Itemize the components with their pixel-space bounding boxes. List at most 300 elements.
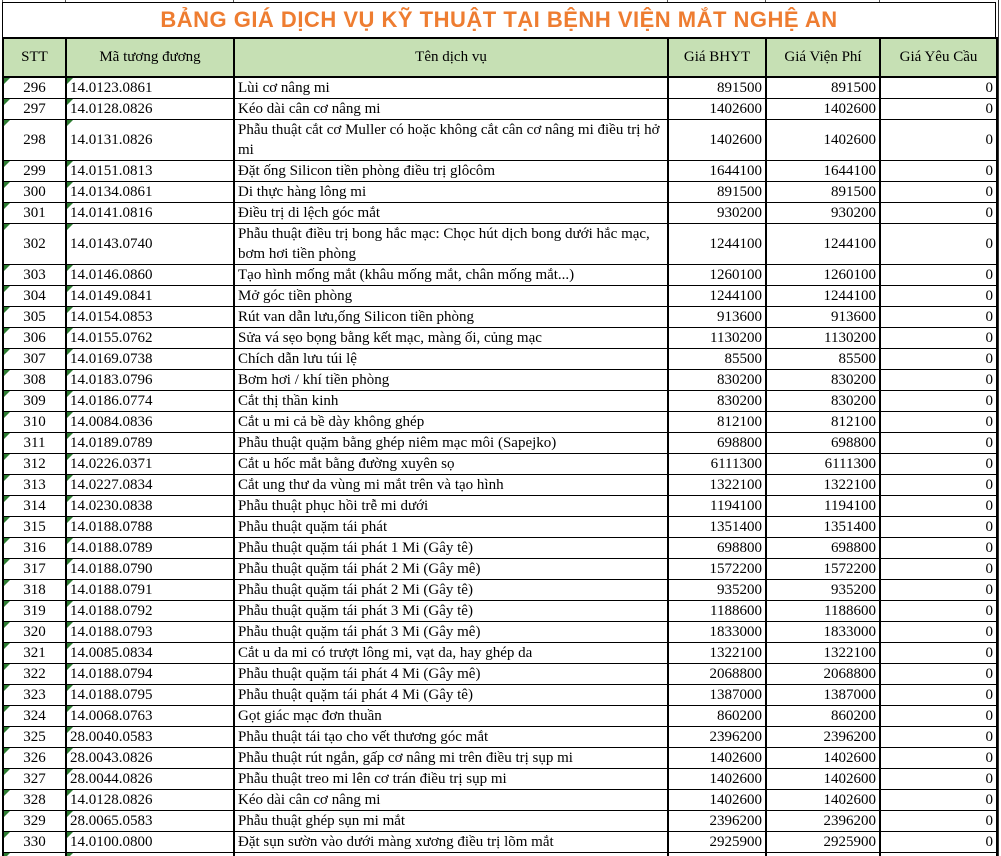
cell-price-vien-phi[interactable]: 1322100: [766, 643, 880, 664]
error-indicator-icon: [67, 832, 73, 838]
cell-code[interactable]: 14.0143.0740: [66, 224, 234, 265]
error-indicator-icon: [67, 161, 73, 167]
cell-price-vien-phi[interactable]: 1572200: [766, 559, 880, 580]
cell-price-bhyt[interactable]: 2925900: [668, 832, 766, 853]
cell-price-bhyt[interactable]: 1244100: [668, 224, 766, 265]
cell-price-bhyt[interactable]: 930200: [668, 203, 766, 224]
cell-price-bhyt[interactable]: 1402600: [668, 790, 766, 811]
cell-price-vien-phi[interactable]: 860200: [766, 706, 880, 727]
cell-code[interactable]: 14.0188.0791: [66, 580, 234, 601]
cell-code[interactable]: 14.0188.0794: [66, 664, 234, 685]
table-row: [3, 120, 997, 161]
error-indicator-icon: [4, 412, 10, 418]
cell-price-yeu-cau[interactable]: 0: [880, 517, 997, 538]
table-row: [3, 601, 997, 622]
cell-price-bhyt[interactable]: 1572200: [668, 559, 766, 580]
cell-price-yeu-cau[interactable]: 0: [880, 328, 997, 349]
cell-service-name[interactable]: Phẫu thuật quặm tái phát 4 Mi (Gây mê): [234, 664, 668, 685]
page-title[interactable]: BẢNG GIÁ DỊCH VỤ KỸ THUẬT TẠI BỆNH VIỆN MẮT NGHỆ AN: [2, 2, 996, 37]
column-header-stt[interactable]: STT: [3, 38, 66, 77]
cell-code[interactable]: 14.0131.0826: [66, 120, 234, 161]
cell-service-name[interactable]: Cắt thị thần kinh: [234, 391, 668, 412]
error-indicator-icon: [67, 769, 73, 775]
cell-stt[interactable]: 319: [3, 601, 66, 622]
cell-stt[interactable]: 305: [3, 307, 66, 328]
error-indicator-icon: [67, 78, 73, 84]
cell-price-bhyt[interactable]: 1194100: [668, 496, 766, 517]
error-indicator-icon: [67, 349, 73, 355]
cell-code[interactable]: 28.0040.0583: [66, 727, 234, 748]
cell-price-bhyt[interactable]: 1322100: [668, 475, 766, 496]
cell-price-yeu-cau[interactable]: 0: [880, 433, 997, 454]
cell-code[interactable]: 14.0188.0795: [66, 685, 234, 706]
cell-price-bhyt[interactable]: 913600: [668, 307, 766, 328]
cell-price-vien-phi[interactable]: 1387000: [766, 685, 880, 706]
cell-service-name[interactable]: Phẫu thuật quặm tái phát: [234, 517, 668, 538]
table-row: [3, 517, 997, 538]
cell-price-yeu-cau[interactable]: 0: [880, 601, 997, 622]
cell-stt[interactable]: 310: [3, 412, 66, 433]
cell-service-name[interactable]: Mở góc tiền phòng: [234, 286, 668, 307]
cell-price-bhyt[interactable]: 85500: [668, 349, 766, 370]
cell-stt[interactable]: 312: [3, 454, 66, 475]
cell-price-bhyt[interactable]: 698800: [668, 433, 766, 454]
cell-stt[interactable]: 311: [3, 433, 66, 454]
cell-code[interactable]: 14.0188.0788: [66, 517, 234, 538]
cell-price-yeu-cau[interactable]: 0: [880, 706, 997, 727]
cell-price-bhyt[interactable]: 1188600: [668, 601, 766, 622]
cell-code[interactable]: 14.0068.0763: [66, 706, 234, 727]
cell-code[interactable]: 14.0151.0813: [66, 161, 234, 182]
cell-service-name[interactable]: Phẫu thuật quặm tái phát 4 Mi (Gây tê): [234, 685, 668, 706]
cell-service-name[interactable]: Phẫu thuật điều trị bong hắc mạc: Chọc hút dịch bong dưới hắc mạc, bơm hơi tiền phòng: [234, 224, 668, 265]
cell-code[interactable]: 14.0227.0834: [66, 475, 234, 496]
error-indicator-icon: [4, 727, 10, 733]
cell-price-vien-phi[interactable]: 812100: [766, 412, 880, 433]
cell-code[interactable]: 28.0043.0826: [66, 748, 234, 769]
cell-service-name[interactable]: Cắt u da mi có trượt lông mi, vạt da, hay ghép da: [234, 643, 668, 664]
cell-stt[interactable]: 306: [3, 328, 66, 349]
cell-stt[interactable]: 304: [3, 286, 66, 307]
cell-service-name[interactable]: Cắt ung thư da vùng mi mắt trên và tạo hình: [234, 475, 668, 496]
table-row: [3, 622, 997, 643]
cell-price-bhyt[interactable]: 891500: [668, 77, 766, 99]
cell-service-name[interactable]: Phẫu thuật phục hồi trễ mi dưới: [234, 496, 668, 517]
column-header-code[interactable]: Mã tương đương: [66, 38, 234, 77]
cell-stt[interactable]: 315: [3, 517, 66, 538]
cell-service-name[interactable]: Đặt ống Silicon tiền phòng điều trị glôcôm: [234, 161, 668, 182]
cell-price-vien-phi[interactable]: 891500: [766, 77, 880, 99]
cell-stt[interactable]: 302: [3, 224, 66, 265]
cell-price-vien-phi[interactable]: 1833000: [766, 622, 880, 643]
table-row: [3, 77, 997, 99]
error-indicator-icon: [67, 224, 73, 230]
cell-stt[interactable]: 303: [3, 265, 66, 286]
cell-price-yeu-cau[interactable]: 0: [880, 664, 997, 685]
cell-price-vien-phi[interactable]: 1194100: [766, 496, 880, 517]
cell-stt[interactable]: 318: [3, 580, 66, 601]
cell-code[interactable]: 28.0065.0583: [66, 811, 234, 832]
cell-price-vien-phi[interactable]: 6111300: [766, 454, 880, 475]
error-indicator-icon: [67, 433, 73, 439]
cell-stt[interactable]: 317: [3, 559, 66, 580]
cell-price-vien-phi[interactable]: 1402600: [766, 748, 880, 769]
cell-price-yeu-cau[interactable]: 0: [880, 182, 997, 203]
cell-code[interactable]: 14.0169.0738: [66, 349, 234, 370]
cell-price-vien-phi[interactable]: 1244100: [766, 286, 880, 307]
cell-price-yeu-cau[interactable]: 0: [880, 832, 997, 853]
error-indicator-icon: [67, 706, 73, 712]
cell-stt[interactable]: 308: [3, 370, 66, 391]
cell-price-bhyt[interactable]: 1387000: [668, 685, 766, 706]
cell-code[interactable]: 14.0149.0841: [66, 286, 234, 307]
error-indicator-icon: [4, 224, 10, 230]
cell-price-vien-phi[interactable]: 698800: [766, 433, 880, 454]
cell-price-vien-phi[interactable]: 698800: [766, 538, 880, 559]
cell-stt[interactable]: 320: [3, 622, 66, 643]
cell-service-name[interactable]: Bơm hơi / khí tiền phòng: [234, 370, 668, 391]
error-indicator-icon: [4, 664, 10, 670]
cell-price-bhyt[interactable]: 830200: [668, 370, 766, 391]
cell-stt[interactable]: 322: [3, 664, 66, 685]
cell-price-bhyt[interactable]: 1130200: [668, 328, 766, 349]
column-header-bhyt[interactable]: Giá BHYT: [668, 38, 766, 77]
cell-code[interactable]: 14.0146.0860: [66, 265, 234, 286]
cell-service-name[interactable]: Đặt sụn sườn vào dưới màng xương điều trị lõm mắt: [234, 832, 668, 853]
error-indicator-icon: [67, 328, 73, 334]
table-row: [3, 706, 997, 727]
cell-stt[interactable]: 326: [3, 748, 66, 769]
cell-service-name[interactable]: Gọt giác mạc đơn thuần: [234, 706, 668, 727]
error-indicator-icon: [67, 412, 73, 418]
cell-price-bhyt[interactable]: 1833000: [668, 622, 766, 643]
table-row: [3, 265, 997, 286]
table-row: [3, 748, 997, 769]
cell-code[interactable]: 14.0188.0790: [66, 559, 234, 580]
cell-price-vien-phi[interactable]: 2396200: [766, 727, 880, 748]
cell-stt[interactable]: 313: [3, 475, 66, 496]
price-table-sheet: [2, 2, 996, 856]
cell-service-name: [234, 853, 668, 856]
error-indicator-icon: [4, 78, 10, 84]
table-row: [3, 224, 997, 265]
cell-stt[interactable]: 325: [3, 727, 66, 748]
cell-code[interactable]: 14.0186.0774: [66, 391, 234, 412]
cell-service-name[interactable]: Cắt u mi cả bề dày không ghép: [234, 412, 668, 433]
cell-code[interactable]: 14.0128.0826: [66, 790, 234, 811]
cell-code[interactable]: 14.0189.0789: [66, 433, 234, 454]
cell-price-bhyt[interactable]: 830200: [668, 391, 766, 412]
table-row-partial: [3, 853, 997, 856]
cell-price-yeu-cau[interactable]: 0: [880, 769, 997, 790]
error-indicator-icon: [67, 454, 73, 460]
cell-price-yeu-cau[interactable]: 0: [880, 391, 997, 412]
cell-price-vien-phi[interactable]: 830200: [766, 391, 880, 412]
cell-code[interactable]: 14.0134.0861: [66, 182, 234, 203]
cell-price-vien-phi[interactable]: 1351400: [766, 517, 880, 538]
cell-price-bhyt[interactable]: 6111300: [668, 454, 766, 475]
cell-price-vien-phi: [766, 853, 880, 856]
cell-price-bhyt[interactable]: 812100: [668, 412, 766, 433]
cell-stt[interactable]: 314: [3, 496, 66, 517]
cell-service-name[interactable]: Điều trị di lệch góc mắt: [234, 203, 668, 224]
table-row: [3, 790, 997, 811]
error-indicator-icon: [4, 496, 10, 502]
cell-price-vien-phi[interactable]: 1130200: [766, 328, 880, 349]
cell-price-vien-phi[interactable]: 913600: [766, 307, 880, 328]
cell-price-bhyt[interactable]: 1322100: [668, 643, 766, 664]
cell-price-yeu-cau[interactable]: 0: [880, 349, 997, 370]
cell-price-yeu-cau[interactable]: 0: [880, 412, 997, 433]
cell-stt[interactable]: 300: [3, 182, 66, 203]
cell-price-yeu-cau[interactable]: 0: [880, 224, 997, 265]
error-indicator-icon: [67, 685, 73, 691]
table-row: [3, 685, 997, 706]
cell-price-yeu-cau[interactable]: 0: [880, 120, 997, 161]
cell-service-name[interactable]: Chích dẫn lưu túi lệ: [234, 349, 668, 370]
cell-stt[interactable]: 307: [3, 349, 66, 370]
cell-service-name[interactable]: Phẫu thuật cắt cơ Muller có hoặc không cắt cân cơ nâng mi điều trị hở mi: [234, 120, 668, 161]
cell-service-name[interactable]: Di thực hàng lông mi: [234, 182, 668, 203]
error-indicator-icon: [4, 99, 10, 105]
cell-code[interactable]: 14.0188.0789: [66, 538, 234, 559]
error-indicator-icon: [4, 643, 10, 649]
error-indicator-icon: [67, 496, 73, 502]
table-row: [3, 203, 997, 224]
table-row: [3, 727, 997, 748]
column-header-vien-phi[interactable]: Giá Viện Phí: [766, 38, 880, 77]
table-row: [3, 370, 997, 391]
cell-code[interactable]: 14.0226.0371: [66, 454, 234, 475]
table-row: [3, 559, 997, 580]
cell-service-name[interactable]: Phẫu thuật quặm bằng ghép niêm mạc môi (Sapejko): [234, 433, 668, 454]
cell-code[interactable]: 14.0084.0836: [66, 412, 234, 433]
cell-stt[interactable]: 328: [3, 790, 66, 811]
cell-price-yeu-cau[interactable]: 0: [880, 622, 997, 643]
cell-price-vien-phi[interactable]: 1244100: [766, 224, 880, 265]
table-row: [3, 580, 997, 601]
error-indicator-icon: [67, 622, 73, 628]
cell-stt[interactable]: 297: [3, 99, 66, 120]
error-indicator-icon: [4, 580, 10, 586]
cell-price-yeu-cau[interactable]: 0: [880, 727, 997, 748]
cell-price-yeu-cau[interactable]: 0: [880, 580, 997, 601]
error-indicator-icon: [67, 727, 73, 733]
cell-price-yeu-cau: [880, 853, 997, 856]
cell-stt[interactable]: 329: [3, 811, 66, 832]
error-indicator-icon: [67, 559, 73, 565]
cell-price-yeu-cau[interactable]: 0: [880, 99, 997, 120]
cell-price-vien-phi[interactable]: 891500: [766, 182, 880, 203]
cell-code[interactable]: 14.0154.0853: [66, 307, 234, 328]
column-header-yeu-cau[interactable]: Giá Yêu Cầu: [880, 38, 997, 77]
cell-price-bhyt[interactable]: 2068800: [668, 664, 766, 685]
error-indicator-icon: [4, 706, 10, 712]
table-row: [3, 832, 997, 853]
cell-code[interactable]: 14.0155.0762: [66, 328, 234, 349]
cell-price-yeu-cau[interactable]: 0: [880, 643, 997, 664]
cell-price-bhyt[interactable]: 935200: [668, 580, 766, 601]
cell-stt[interactable]: 299: [3, 161, 66, 182]
error-indicator-icon: [67, 790, 73, 796]
cell-service-name[interactable]: Kéo dài cân cơ nâng mi: [234, 99, 668, 120]
cell-service-name[interactable]: Phẫu thuật rút ngắn, gấp cơ nâng mi trên điều trị sụp mi: [234, 748, 668, 769]
cell-price-vien-phi[interactable]: 85500: [766, 349, 880, 370]
error-indicator-icon: [67, 601, 73, 607]
error-indicator-icon: [67, 643, 73, 649]
cell-code[interactable]: 28.0044.0826: [66, 769, 234, 790]
cell-service-name[interactable]: Rút van dẫn lưu,ống Silicon tiền phòng: [234, 307, 668, 328]
table-row: [3, 307, 997, 328]
cell-code[interactable]: 14.0128.0826: [66, 99, 234, 120]
cell-service-name[interactable]: Phẫu thuật quặm tái phát 1 Mi (Gây tê): [234, 538, 668, 559]
error-indicator-icon: [67, 538, 73, 544]
table-row: [3, 161, 997, 182]
cell-stt[interactable]: 323: [3, 685, 66, 706]
cell-code[interactable]: 14.0100.0800: [66, 832, 234, 853]
cell-price-yeu-cau[interactable]: 0: [880, 475, 997, 496]
table-row: [3, 433, 997, 454]
error-indicator-icon: [4, 559, 10, 565]
cell-service-name[interactable]: Phẫu thuật quặm tái phát 3 Mi (Gây mê): [234, 622, 668, 643]
cell-code: [66, 853, 234, 856]
cell-code[interactable]: 14.0141.0816: [66, 203, 234, 224]
cell-price-bhyt[interactable]: 698800: [668, 538, 766, 559]
cell-price-bhyt[interactable]: 2396200: [668, 727, 766, 748]
cell-stt[interactable]: 298: [3, 120, 66, 161]
cell-service-name[interactable]: Phẫu thuật quặm tái phát 3 Mi (Gây tê): [234, 601, 668, 622]
error-indicator-icon: [67, 370, 73, 376]
error-indicator-icon: [4, 832, 10, 838]
cell-service-name[interactable]: Phẫu thuật quặm tái phát 2 Mi (Gây tê): [234, 580, 668, 601]
error-indicator-icon: [4, 475, 10, 481]
cell-price-yeu-cau[interactable]: 0: [880, 307, 997, 328]
cell-price-bhyt[interactable]: 1351400: [668, 517, 766, 538]
cell-price-bhyt[interactable]: 2396200: [668, 811, 766, 832]
cell-price-bhyt[interactable]: 1244100: [668, 286, 766, 307]
error-indicator-icon: [67, 307, 73, 313]
cell-service-name[interactable]: Phẫu thuật quặm tái phát 2 Mi (Gây mê): [234, 559, 668, 580]
error-indicator-icon: [4, 538, 10, 544]
table-row: [3, 496, 997, 517]
error-indicator-icon: [4, 391, 10, 397]
cell-price-vien-phi[interactable]: 1402600: [766, 120, 880, 161]
column-header-service[interactable]: Tên dịch vụ: [234, 38, 668, 77]
cell-price-yeu-cau[interactable]: 0: [880, 286, 997, 307]
header-row: [3, 38, 997, 77]
cell-price-bhyt[interactable]: 1644100: [668, 161, 766, 182]
error-indicator-icon: [67, 748, 73, 754]
cell-code[interactable]: 14.0183.0796: [66, 370, 234, 391]
error-indicator-icon: [67, 203, 73, 209]
cell-price-bhyt[interactable]: 860200: [668, 706, 766, 727]
cell-service-name[interactable]: Phẫu thuật ghép sụn mi mắt: [234, 811, 668, 832]
cell-stt[interactable]: 327: [3, 769, 66, 790]
cell-price-vien-phi[interactable]: 1402600: [766, 99, 880, 120]
cell-service-name[interactable]: Tạo hình mống mắt (khâu mống mắt, chân mống mắt...): [234, 265, 668, 286]
table-row: [3, 349, 997, 370]
cell-price-vien-phi[interactable]: 1402600: [766, 769, 880, 790]
table-row: [3, 664, 997, 685]
cell-code[interactable]: 14.0188.0793: [66, 622, 234, 643]
table-row: [3, 811, 997, 832]
cell-code[interactable]: 14.0230.0838: [66, 496, 234, 517]
cell-service-name[interactable]: Cắt u hốc mắt bằng đường xuyên sọ: [234, 454, 668, 475]
cell-price-yeu-cau[interactable]: 0: [880, 454, 997, 475]
table-row: [3, 769, 997, 790]
cell-code[interactable]: 14.0085.0834: [66, 643, 234, 664]
cell-service-name[interactable]: Sửa vá sẹo bọng bằng kết mạc, màng ối, củng mạc: [234, 328, 668, 349]
cell-price-yeu-cau[interactable]: 0: [880, 265, 997, 286]
cell-price-yeu-cau[interactable]: 0: [880, 559, 997, 580]
cell-code[interactable]: 14.0188.0792: [66, 601, 234, 622]
error-indicator-icon: [4, 328, 10, 334]
cell-price-yeu-cau[interactable]: 0: [880, 538, 997, 559]
cell-stt[interactable]: 324: [3, 706, 66, 727]
cell-price-bhyt[interactable]: 891500: [668, 182, 766, 203]
cell-price-yeu-cau[interactable]: 0: [880, 685, 997, 706]
cell-price-vien-phi[interactable]: 935200: [766, 580, 880, 601]
table-row: [3, 538, 997, 559]
table-row: [3, 182, 997, 203]
cell-service-name[interactable]: Lùi cơ nâng mi: [234, 77, 668, 99]
cell-price-vien-phi[interactable]: 1402600: [766, 790, 880, 811]
cell-price-vien-phi[interactable]: 2068800: [766, 664, 880, 685]
error-indicator-icon: [4, 622, 10, 628]
cell-service-name[interactable]: Phẫu thuật treo mi lên cơ trán điều trị sụp mi: [234, 769, 668, 790]
cell-price-yeu-cau[interactable]: 0: [880, 161, 997, 182]
cell-stt[interactable]: 330: [3, 832, 66, 853]
cell-stt[interactable]: 309: [3, 391, 66, 412]
error-indicator-icon: [67, 517, 73, 523]
cell-price-yeu-cau[interactable]: 0: [880, 790, 997, 811]
cell-stt[interactable]: 321: [3, 643, 66, 664]
cell-price-yeu-cau[interactable]: 0: [880, 203, 997, 224]
cell-price-vien-phi[interactable]: 1260100: [766, 265, 880, 286]
cell-price-vien-phi[interactable]: 1322100: [766, 475, 880, 496]
error-indicator-icon: [67, 265, 73, 271]
cell-price-bhyt[interactable]: 1402600: [668, 99, 766, 120]
cell-price-vien-phi[interactable]: 2396200: [766, 811, 880, 832]
cell-price-vien-phi[interactable]: 2925900: [766, 832, 880, 853]
error-indicator-icon: [4, 182, 10, 188]
cell-price-bhyt[interactable]: 1402600: [668, 748, 766, 769]
cell-stt[interactable]: 301: [3, 203, 66, 224]
cell-price-yeu-cau[interactable]: 0: [880, 77, 997, 99]
cell-price-vien-phi[interactable]: 1644100: [766, 161, 880, 182]
cell-service-name[interactable]: Phẫu thuật tái tạo cho vết thương góc mắt: [234, 727, 668, 748]
cell-price-yeu-cau[interactable]: 0: [880, 748, 997, 769]
cell-stt[interactable]: 316: [3, 538, 66, 559]
cell-price-bhyt[interactable]: 1402600: [668, 769, 766, 790]
error-indicator-icon: [67, 811, 73, 817]
cell-price-yeu-cau[interactable]: 0: [880, 496, 997, 517]
cell-price-bhyt[interactable]: 1260100: [668, 265, 766, 286]
cell-price-bhyt[interactable]: 1402600: [668, 120, 766, 161]
error-indicator-icon: [4, 811, 10, 817]
cell-price-vien-phi[interactable]: 1188600: [766, 601, 880, 622]
cell-price-vien-phi[interactable]: 830200: [766, 370, 880, 391]
cell-price-yeu-cau[interactable]: 0: [880, 811, 997, 832]
cell-code[interactable]: 14.0123.0861: [66, 77, 234, 99]
error-indicator-icon: [4, 265, 10, 271]
cell-price-yeu-cau[interactable]: 0: [880, 370, 997, 391]
table-row: [3, 643, 997, 664]
cell-service-name[interactable]: Kéo dài cân cơ nâng mi: [234, 790, 668, 811]
table-body: [3, 77, 997, 856]
cell-stt[interactable]: 296: [3, 77, 66, 99]
cell-price-vien-phi[interactable]: 930200: [766, 203, 880, 224]
